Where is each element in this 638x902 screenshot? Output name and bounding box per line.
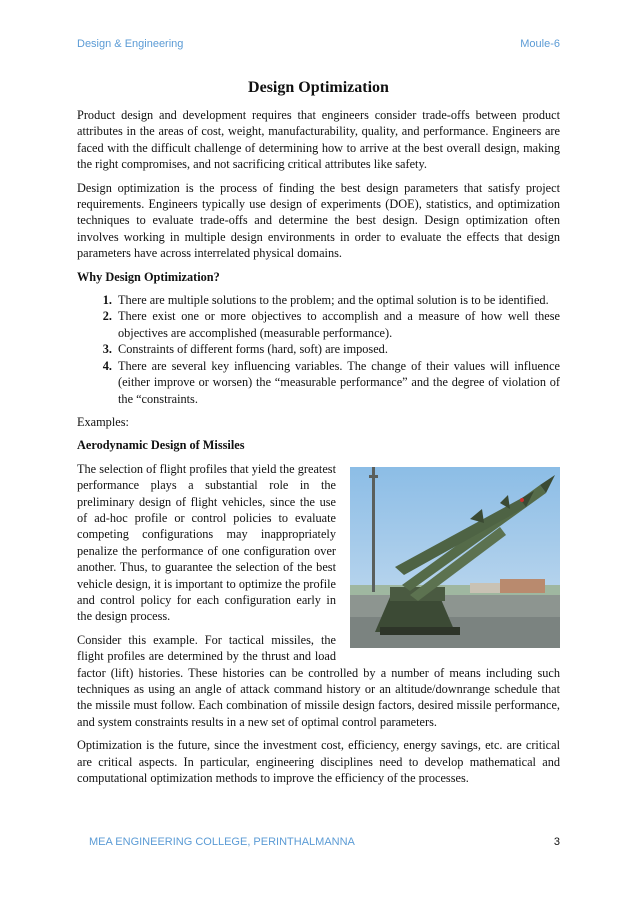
page-footer	[89, 836, 560, 848]
examples-label: Examples:	[77, 414, 129, 429]
paragraph-future: Optimization is the future, since the investment cost, efficiency, energy savings, etc. are critical are critical aspects. In particular, engineering disciplines need to develop mathematical and computational optimization methods to improve the efficiency of the processes.	[77, 738, 560, 786]
footer-college: MEA ENGINEERING COLLEGE, PERINTHALMANNA	[89, 836, 355, 848]
page-title: Design Optimization	[248, 79, 389, 96]
document-body	[77, 78, 560, 793]
heading-aerodynamic-design: Aerodynamic Design of Missiles	[77, 438, 245, 453]
header-module: Moule-6	[520, 38, 560, 50]
header-subject: Design & Engineering	[77, 38, 184, 50]
paragraph-definition: Design optimization is the process of finding the best design parameters that satisfy project requirements. Engineers typically use design of experiments (DOE), statistics, and optimization techniques to evaluate trade-offs and determine the best design. Design optimization often involves working in multiple design environments in order to evaluate the effects that design parameters have across interrelated physical domains.	[77, 180, 560, 261]
paragraph-intro: Product design and development requires that engineers consider trade-offs between product attributes in the areas of cost, weight, manufacturability, quality, and performance. Engineers are faced with the difficult challenge of determining how to arrive at the best overall design, making the right compromises, and not sacrificing critical attributes like safety.	[77, 108, 560, 172]
paragraph-missile-example: Consider this example. For tactical missiles, the flight profiles are determined by the thrust and load factor (lift) histories. These histories can be controlled by a number of means including such techniques as using an angle of attack command history or an altitude/downrange schedule that the missile must follow. Each combination of missile design factors, desired missile performance, and system constraints results in a new set of optimal control parameters.	[77, 632, 560, 729]
heading-why-optimization: Why Design Optimization?	[77, 269, 220, 284]
list-item: 4. There are several key influencing variables. The change of their values will influence (either improve or worsen) the “measurable performance” and the degree of violation of the “constraints.	[115, 358, 560, 407]
missile-launcher-photo	[350, 467, 560, 648]
list-item: 1. There are multiple solutions to the problem; and the optimal solution is to be identified.	[115, 292, 560, 308]
paragraph-flight-profiles: The selection of flight profiles that yield the greatest performance plays a substantial role in the preliminary design of flight vehicles, since the use of ad-hoc profile or control policies to evaluate competing configurations may inappropriately penalize the performance of one configuration over another. Thus, to guarantee the selection of the best vehicle design, it is important to optimize the profile and control policy for each configuration early in the design process.	[77, 461, 336, 624]
page-number: 3	[553, 836, 560, 848]
list-item: 2. There exist one or more objectives to accomplish and a measure of how well these objectives are accomplished (measurable performance).	[115, 308, 560, 341]
reasons-list	[77, 292, 560, 407]
list-item: 3. Constraints of different forms (hard, soft) are imposed.	[115, 341, 560, 357]
